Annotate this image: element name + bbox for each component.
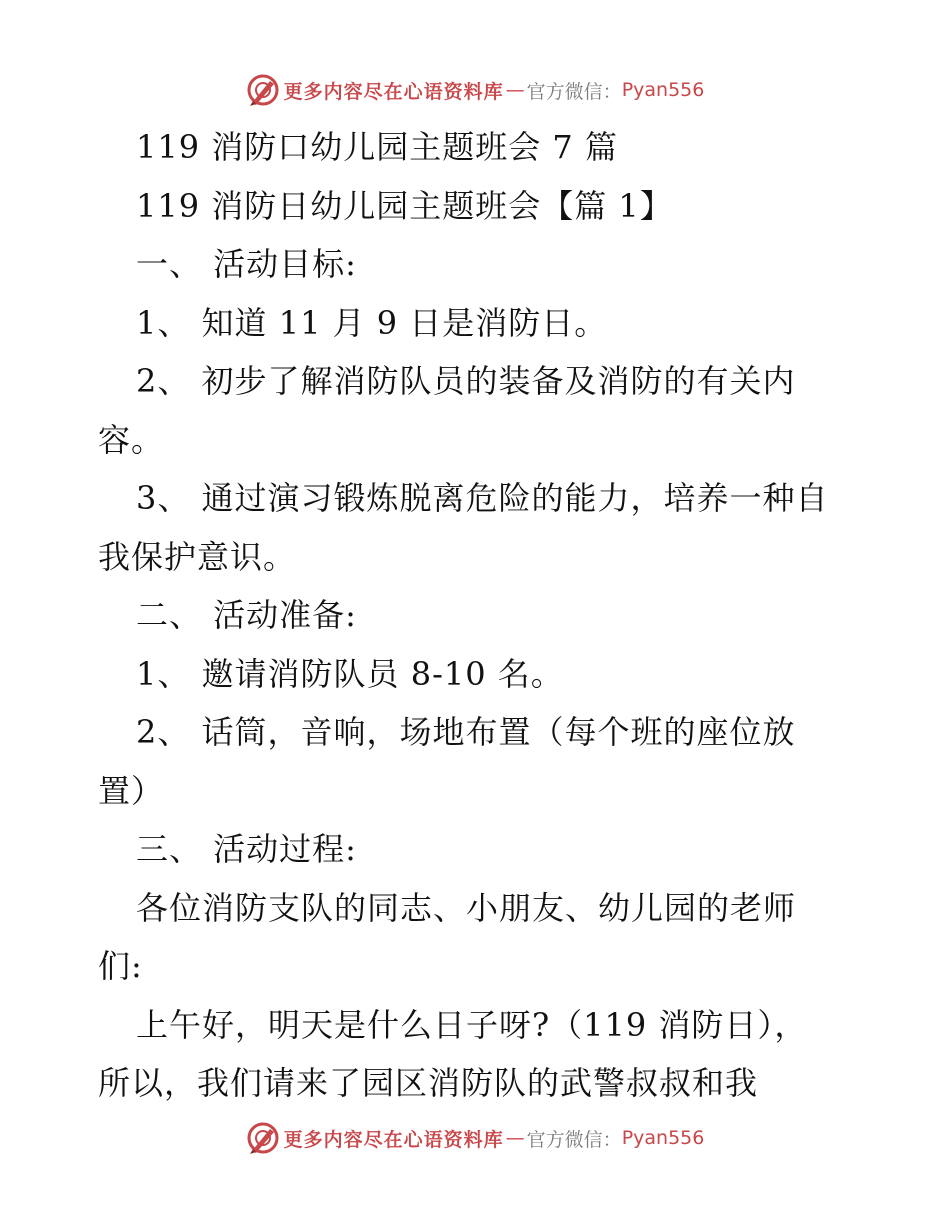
watermark-account: Pyan556	[621, 79, 705, 101]
watermark-account: Pyan556	[621, 1127, 705, 1149]
document-title: 119 消防口幼儿园主题班会 7 篇	[136, 128, 618, 166]
paragraph-line: 各位消防支队的同志、小朋友、幼儿园的老师	[136, 888, 797, 927]
paragraph-line: 3、 通过演习锻炼脱离危险的能力，培养一种自	[136, 479, 829, 517]
watermark-header	[0, 70, 950, 110]
subheading-process: 三、 活动过程:	[136, 830, 357, 868]
pen-logo-icon	[246, 1121, 280, 1155]
watermark-brand: 更多内容尽在心语资料库	[283, 80, 504, 103]
watermark-official: 官方微信：	[526, 1128, 622, 1151]
subheading-goals: 一、 活动目标:	[136, 245, 357, 283]
paragraph-line: 置）	[98, 771, 165, 810]
pen-logo-icon	[246, 73, 280, 107]
section-heading: 119 消防日幼儿园主题班会【篇 1】	[136, 186, 673, 225]
paragraph-line: 所以，我们请来了园区消防队的武警叔叔和我	[98, 1064, 759, 1102]
paragraph-line: 我保护意识。	[98, 537, 297, 576]
watermark-official: 官方微信：	[526, 80, 622, 103]
paragraph-line: 1、 知道 11 月 9 日是消防日。	[136, 303, 608, 342]
paragraph-line: 容。	[98, 420, 165, 459]
paragraph-line: 们:	[98, 947, 143, 985]
paragraph-line: 1、 邀请消防队员 8-10 名。	[136, 654, 564, 693]
document-body	[98, 118, 858, 1113]
watermark-brand: 更多内容尽在心语资料库	[283, 1128, 504, 1151]
paragraph-line: 2、 初步了解消防队员的装备及消防的有关内	[136, 362, 796, 400]
subheading-preparation: 二、 活动准备:	[136, 596, 357, 634]
watermark-separator: —	[505, 1127, 525, 1149]
paragraph-line: 2、 话筒，音响，场地布置（每个班的座位放	[136, 713, 796, 751]
watermark-separator: —	[505, 79, 525, 101]
watermark-footer	[0, 1118, 950, 1158]
paragraph-line: 上午好，明天是什么日子呀?（119 消防日），	[136, 1005, 808, 1044]
